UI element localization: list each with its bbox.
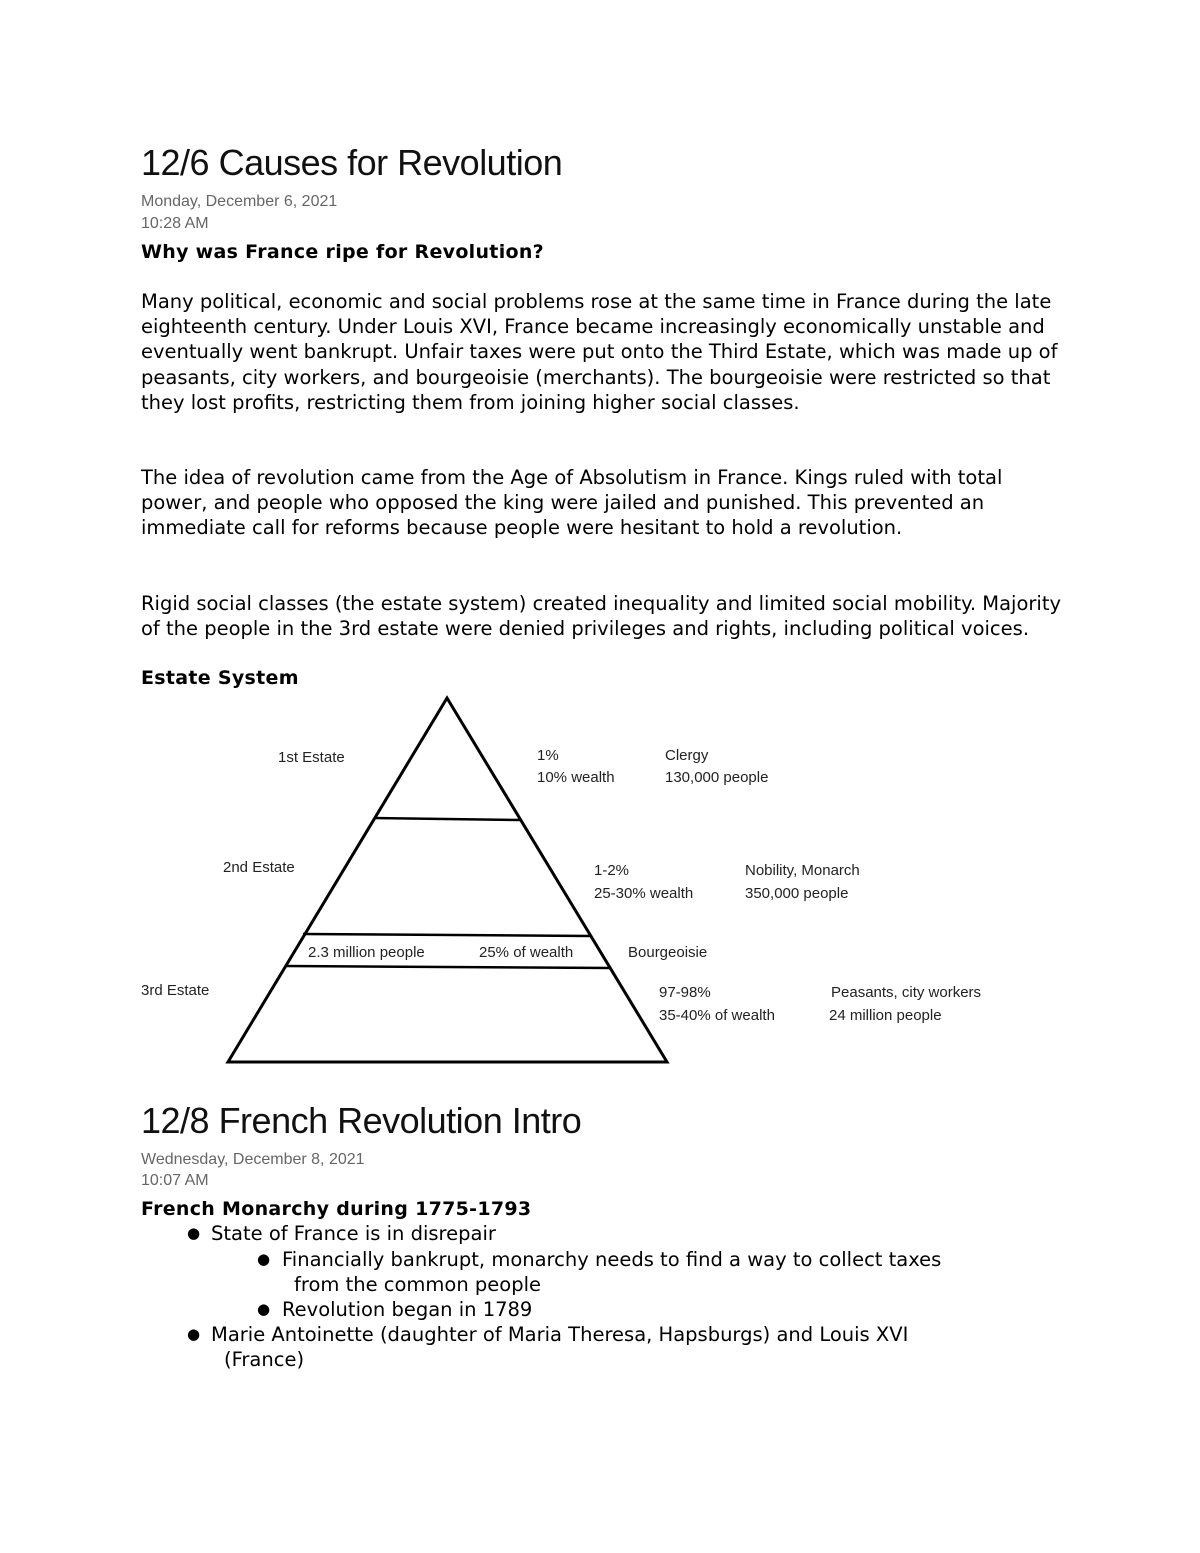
first-estate-percent: 1% xyxy=(537,747,559,764)
bullet-text-continued: from the common people xyxy=(294,1273,542,1296)
second-estate-label: 2nd Estate xyxy=(223,859,295,876)
bullet-text-continued: (France) xyxy=(224,1348,305,1371)
paragraph-social-classes: Rigid social classes (the estate system) created inequality and limited social mobility. Majority of the people in the 3rd estate were denied privileges and rights, including political voices. xyxy=(141,592,1062,641)
bullet-text: Revolution began in 1789 xyxy=(282,1298,533,1321)
bullet-dot: ● xyxy=(257,1300,271,1318)
bullet-text: Marie Antoinette (daughter of Maria Theresa, Hapsburgs) and Louis XVI xyxy=(211,1323,909,1346)
section-2-time: 10:07 AM xyxy=(141,1172,209,1189)
first-estate-group: Clergy xyxy=(665,747,709,764)
second-estate-percent: 1-2% xyxy=(594,862,630,879)
pyramid-divider-3 xyxy=(286,966,611,968)
bullet-text: Financially bankrupt, monarchy needs to find a way to collect taxes xyxy=(282,1248,942,1271)
bullet-dot: ● xyxy=(187,1224,201,1242)
first-estate-people: 130,000 people xyxy=(665,769,769,786)
question-heading: Why was France ripe for Revolution? xyxy=(141,241,545,263)
third-estate-people: 24 million people xyxy=(829,1007,942,1024)
third-estate-group: Peasants, city workers xyxy=(831,984,982,1001)
estate-system-heading: Estate System xyxy=(141,667,299,689)
section-2-date: Wednesday, December 8, 2021 xyxy=(141,1151,365,1168)
third-estate-percent: 97-98% xyxy=(659,984,711,1001)
second-estate-group: Nobility, Monarch xyxy=(745,862,860,879)
paragraph-problems: Many political, economic and social problems rose at the same time in France during the late eighteenth century. Under Louis XVI, France became increasingly economically unstable and eventually went bankrupt. Unfair taxes were put onto the Third Estate, which was made up of peasants, city workers, and bourgeoisie (merchants). The bourgeoisie were restricted so that they lost profits, restricting them from joining higher social classes. xyxy=(141,290,1058,414)
page-date: Monday, December 6, 2021 xyxy=(141,193,338,210)
first-estate-wealth: 10% wealth xyxy=(537,769,615,786)
third-estate-label: 3rd Estate xyxy=(141,982,210,999)
page-title: 12/6 Causes for Revolution xyxy=(141,142,563,183)
pyramid-divider-2 xyxy=(303,934,590,936)
bourgeoisie-wealth: 25% of wealth xyxy=(479,944,574,961)
bullet-dot: ● xyxy=(187,1325,201,1343)
paragraph-absolutism: The idea of revolution came from the Age of Absolutism in France. Kings ruled with total power, and people who opposed the king were jailed and punished. This prevented an immediate call for reforms because people were hesitant to hold a revolution. xyxy=(141,466,1003,540)
bullet-dot: ● xyxy=(257,1250,271,1268)
third-estate-wealth: 35-40% of wealth xyxy=(659,1007,775,1024)
section-2-title: 12/8 French Revolution Intro xyxy=(141,1100,582,1141)
first-estate-label: 1st Estate xyxy=(278,749,345,766)
bourgeoisie-label: Bourgeoisie xyxy=(628,944,708,961)
page-time: 10:28 AM xyxy=(141,215,209,232)
bourgeoisie-people: 2.3 million people xyxy=(308,944,425,961)
pyramid-divider-1 xyxy=(374,818,521,820)
bullet-text: State of France is in disrepair xyxy=(211,1222,496,1245)
second-estate-wealth: 25-30% wealth xyxy=(594,885,694,902)
second-estate-people: 350,000 people xyxy=(745,885,849,902)
monarchy-heading: French Monarchy during 1775-1793 xyxy=(141,1198,532,1220)
